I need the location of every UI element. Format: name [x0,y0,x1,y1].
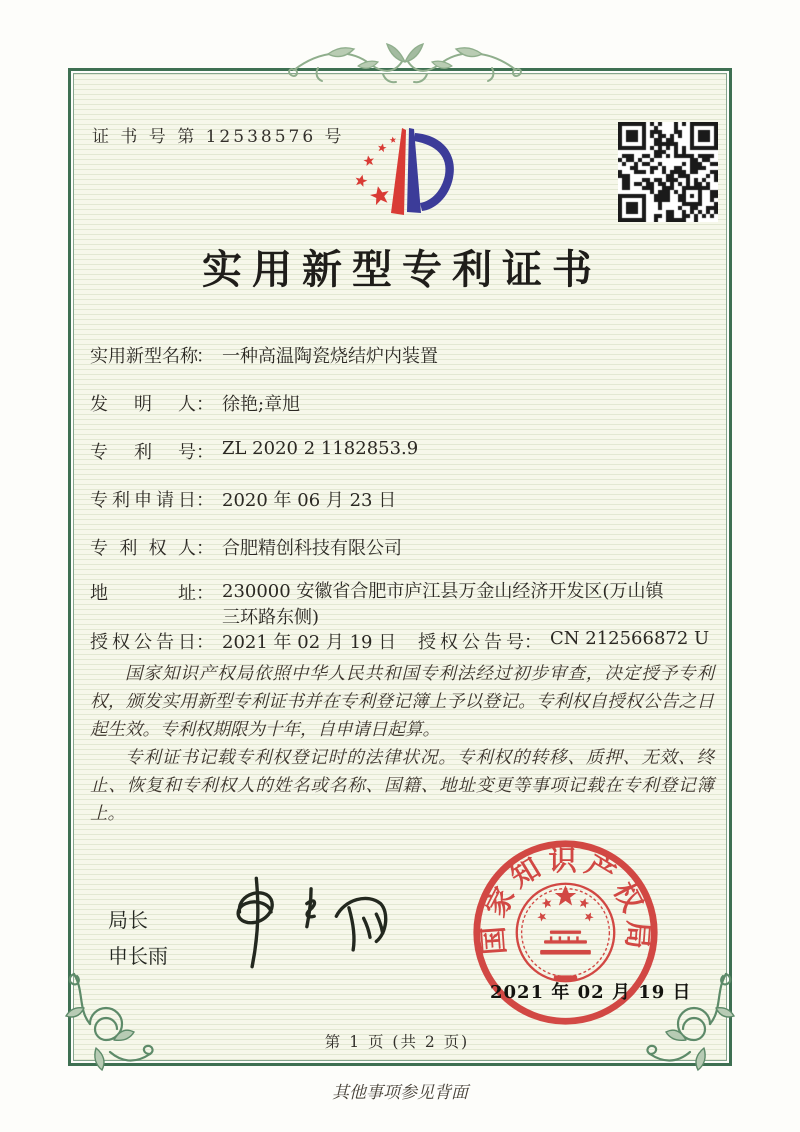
field-row-inventor [90,390,300,416]
cnipa-logo-icon [346,120,461,220]
field-value: 230000 安徽省合肥市庐江县万金山经济开发区(万山镇三环路东侧) [222,581,664,628]
field-value: 徐艳;章旭 [222,394,301,415]
back-note: 其他事项参见背面 [332,1083,468,1103]
field-colon: ： [196,346,214,367]
legal-text-block [90,660,714,828]
legal-paragraph: 专利证书记载专利权登记时的法律状况。专利权的转移、质押、无效、终止、恢复和专利权人的姓名或名称、国籍、地址变更等事项记载在专利登记簿上。 [90,748,714,824]
page-indicator: 第 1 页 (共 2 页) [324,1033,470,1051]
field-label: 地址 [90,583,196,604]
legal-paragraph: 国家知识产权局依照中华人民共和国专利法经过初步审查，决定授予专利权，颁发实用新型专利证书并在专利登记簿上予以登记。专利权自授权公告之日起生效。专利权期限为十年，自申请日起算。 [90,664,714,740]
field-colon: ： [196,394,214,415]
director-signature-icon [205,872,415,972]
field-colon: ： [196,442,214,463]
field-label: 授权公告号 [418,632,524,653]
field-value: 2021 年 02 月 19 日 [222,632,397,653]
field-colon: ： [196,632,214,653]
field-value: 合肥精创科技有限公司 [222,538,402,559]
field-label: 专利申请日 [90,490,196,511]
field-colon: ： [196,583,214,604]
field-label: 专利权人 [90,538,196,559]
field-row-application-date [90,486,396,512]
field-colon: ： [196,538,214,559]
seal-text: 国家知识产权局 [475,843,656,956]
signer-title: 局长 [108,908,148,932]
field-label: 授权公告日 [90,632,196,653]
bottom-left-corner-ornament-icon [44,970,156,1082]
field-row-patent-number [90,438,418,464]
grant-seal-date: 2021 年 02 月 19 日 [490,982,692,1003]
field-label: 专利号 [90,442,196,463]
field-row-grant-date-and-number [90,628,710,654]
field-colon: ： [196,490,214,511]
certificate-title: 实用新型专利证书 [202,246,602,293]
field-row-patentee [90,534,402,560]
field-value: 一种高温陶瓷烧结炉内装置 [222,346,438,367]
field-colon: ： [524,632,542,653]
field-value: 2020 年 06 月 23 日 [222,490,397,511]
top-garland-ornament-icon [288,40,522,92]
field-row-address [90,579,674,631]
field-label: 实用新型名称 [90,346,198,367]
field-row-utility-model-name [90,342,438,368]
field-label: 发明人 [90,394,196,415]
certificate-number: 证 书 号 第 12538576 号 [92,127,345,147]
field-value: ZL 2020 2 1182853.9 [222,438,419,459]
signer-name: 申长雨 [108,944,168,968]
field-grant-number [418,628,709,654]
field-value: CN 212566872 U [550,628,710,649]
signer-block [108,902,168,974]
qr-code [618,122,718,222]
